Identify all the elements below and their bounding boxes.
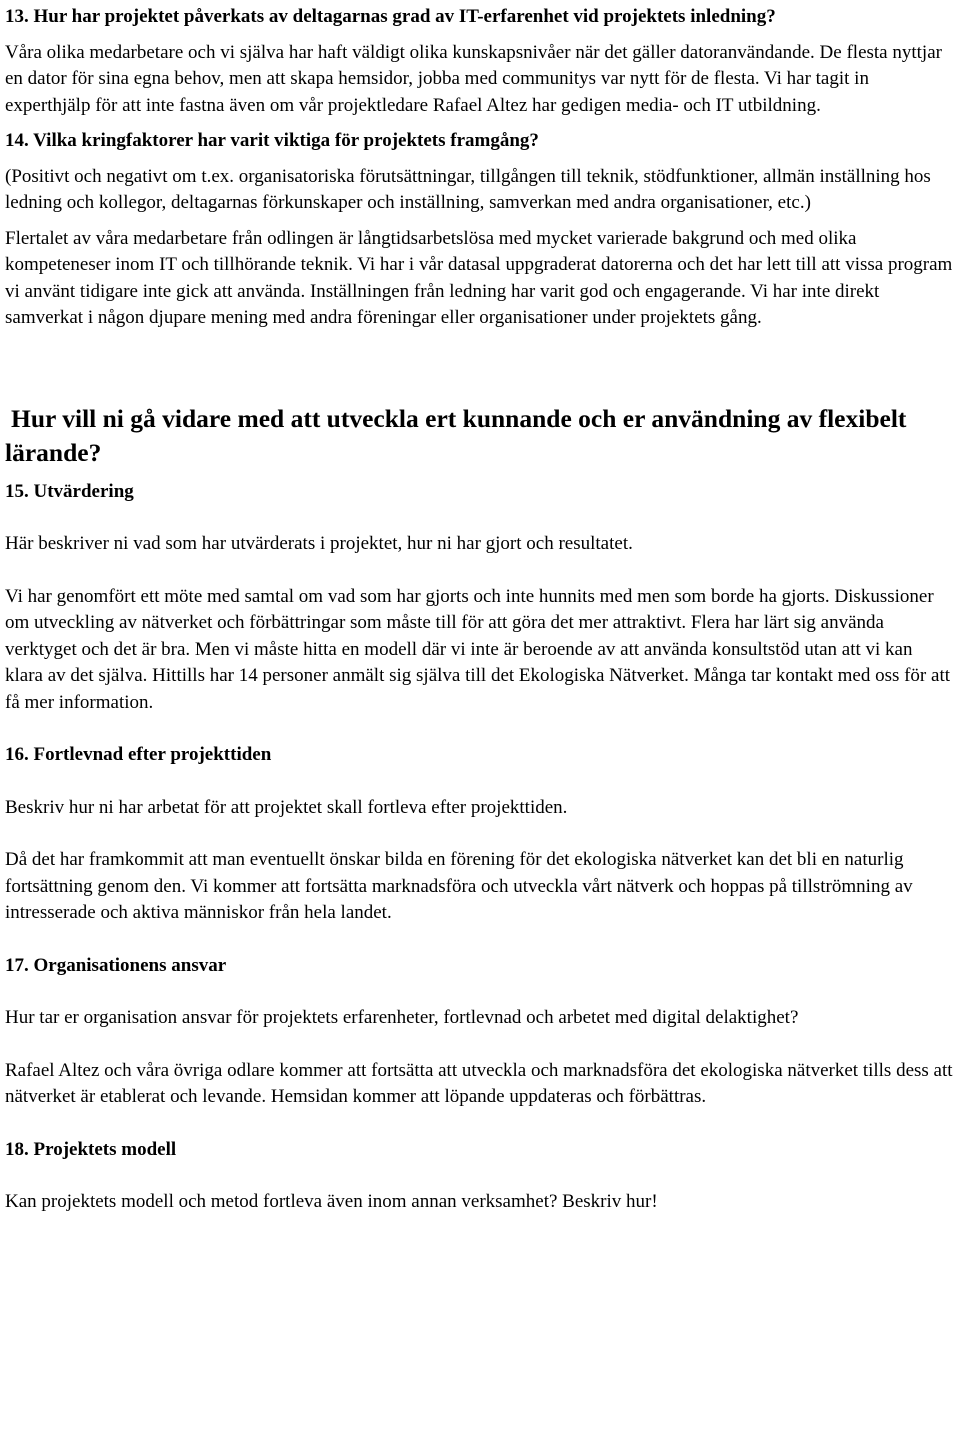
document-page <box>5 4 955 1216</box>
main-heading-text: Hur vill ni gå vidare med att utveckla ert kunnande och er användning av flexibelt lärande? <box>5 403 907 467</box>
q13-heading: 13. Hur har projektet påverkats av deltagarnas grad av IT-erfarenhet vid projektets inledning? <box>5 6 776 27</box>
q18-instruction: Kan projektets modell och metod fortleva även inom annan verksamhet? Beskriv hur! <box>5 1191 658 1212</box>
main-heading <box>5 402 955 470</box>
q16-instruction: Beskriv hur ni har arbetat för att projektet skall fortleva efter projekttiden. <box>5 796 568 818</box>
q16-heading: 16. Fortlevnad efter projekttiden <box>5 744 272 765</box>
q16-answer: Då det har framkommit att man eventuellt önskar bilda en förening för det ekologiska nätverket kan det bli en naturlig fortsättning genom den. Vi kommer att fortsätta marknadsföra och utveckla vårt nätverk och hoppas på tillströmning av intresserade och aktiva människor från hela landet. <box>5 849 913 923</box>
q17-instruction: Hur tar er organisation ansvar för projektets erfarenheter, fortlevnad och arbetet med digital delaktighet? <box>5 1007 799 1028</box>
q17-heading: 17. Organisationens ansvar <box>5 954 227 976</box>
q18-heading: 18. Projektets modell <box>5 1138 177 1160</box>
q15-heading: 15. Utvärdering <box>5 480 134 502</box>
q15-answer: Vi har genomfört ett möte med samtal om vad som har gjorts och inte hunnits med men som borde ha gjorts. Diskussioner om utveckling av nätverket och förbättringar som måste till för att göra det mer attraktivt. Flera har lärt sig använda verktyget och det är bra. Men vi måste hitta en modell där vi inte är beroende av att använda konsultstöd utan att vi kan klara av det själva. Hittills har 14 personer anmält sig själva till det Ekologiska Nätverket. Många tar kontakt med oss för att få mer information. <box>5 585 950 713</box>
q14-instruction: (Positivt och negativt om t.ex. organisatoriska förutsättningar, tillgången till teknik, stödfunktioner, allmän inställning hos ledning och kollegor, deltagarnas förkunskaper och inställning, samverkan med andra organisationer, etc.) <box>5 165 931 213</box>
q14-heading: 14. Vilka kringfaktorer har varit viktiga för projektets framgång? <box>5 130 539 151</box>
q14-answer: Flertalet av våra medarbetare från odlingen är långtidsarbetslösa med mycket varierade bakgrund och med olika kompeteneser inom IT och tillhörande teknik. Vi har i vår datasal uppgraderat datorerna och det har lett till att vissa program vi använt tidigare inte gick att använda. Inställningen från ledning har varit god och engagerande. Vi har inte direkt samverkat i någon djupare mening med andra föreningar eller organisationer under projektets gång. <box>5 227 953 328</box>
q17-answer: Rafael Altez och våra övriga odlare kommer att fortsätta att utveckla och marknadsföra det ekologiska nätverket tills dess att nätverket är etablerat och levande. Hemsidan kommer att löpande uppdateras och förbättras. <box>5 1059 953 1107</box>
q13-answer: Våra olika medarbetare och vi själva har haft väldigt olika kunskapsnivåer när det gäller datoranvändande. De flesta nyttjar en dator för sina egna behov, men att skapa hemsidor, jobba med communitys var nytt för de flesta. Vi har tagit in experthjälp för att inte fastna även om vår projektledare Rafael Altez har gedigen media- och IT utbildning. <box>5 41 942 116</box>
q15-instruction: Här beskriver ni vad som har utvärderats i projektet, hur ni har gjort och resultatet. <box>5 533 633 554</box>
